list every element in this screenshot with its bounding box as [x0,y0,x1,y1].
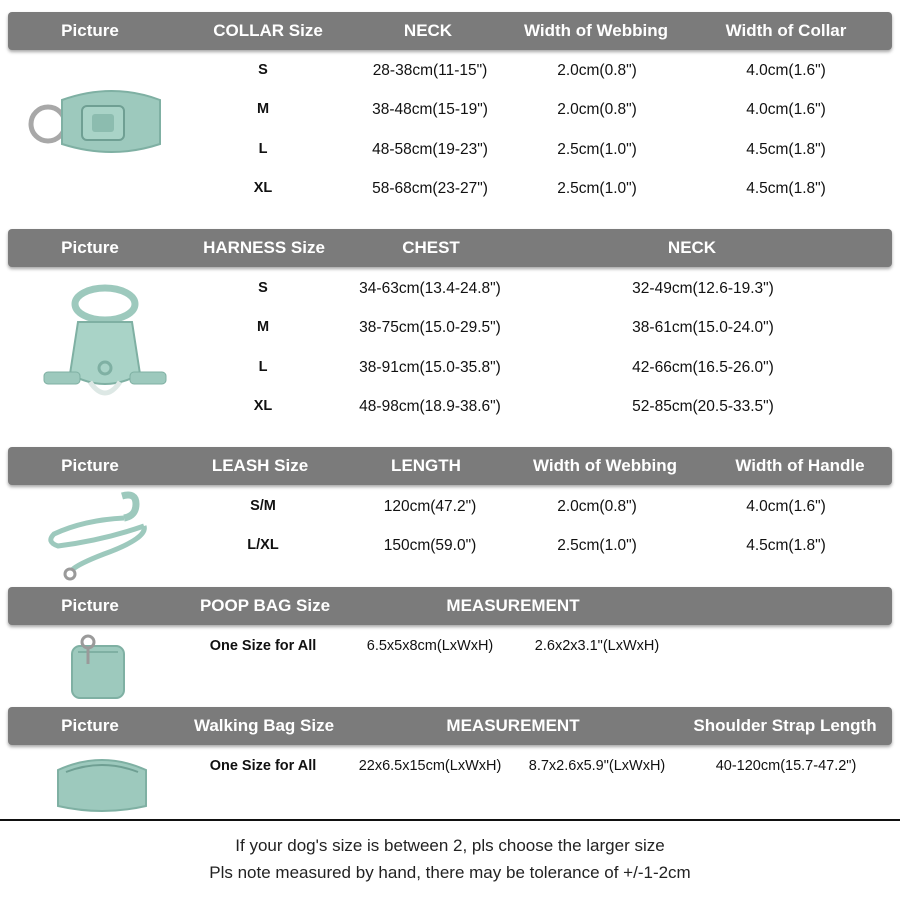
leash-size-sm: S/M [250,498,276,514]
walking-bag-measure-in: 8.7x2.6x5.9"(LxWxH) [528,758,666,774]
header-picture: Picture [61,21,119,40]
collar-width-xl: 4.5cm(1.8") [746,180,826,197]
harness-chest-xl: 48-98cm(18.9-38.6") [359,398,501,415]
collar-size-xl: XL [253,180,273,196]
header-poop-bag-size: POOP BAG Size [199,596,331,615]
poop-bag-measure-in: 2.6x2x3.1"(LxWxH) [534,638,660,654]
collar-webbing-s: 2.0cm(0.8") [557,62,637,79]
collar-size-s: S [258,62,268,78]
header-collar-size: COLLAR Size [213,21,323,40]
poop-bag-picture [64,632,132,702]
collar-width-l: 4.5cm(1.8") [746,141,826,158]
divider [0,819,900,821]
harness-header [8,229,892,267]
header-walking-bag-size: Walking Bag Size [193,716,335,735]
walking-bag-size: One Size for All [209,758,317,774]
header-length: LENGTH [391,456,461,475]
leash-length-lxl: 150cm(59.0") [383,537,477,554]
leash-header [8,447,892,485]
header-picture: Picture [61,596,119,615]
collar-width-m: 4.0cm(1.6") [746,101,826,118]
header-picture: Picture [61,456,119,475]
collar-webbing-m: 2.0cm(0.8") [557,101,637,118]
header-leash-size: LEASH Size [211,456,309,475]
collar-neck-xl: 58-68cm(23-27") [372,180,488,197]
collar-neck-m: 38-48cm(15-19") [372,101,488,118]
harness-size-xl: XL [253,398,273,414]
header-harness-size: HARNESS Size [203,238,325,257]
harness-size-m: M [256,319,270,335]
harness-picture [40,282,170,410]
leash-length-sm: 120cm(47.2") [383,498,477,515]
header-handle-width: Width of Handle [735,456,865,475]
collar-neck-l: 48-58cm(19-23") [372,141,488,158]
header-chest: CHEST [402,238,460,257]
collar-size-m: M [256,101,270,117]
header-picture: Picture [61,238,119,257]
collar-width-s: 4.0cm(1.6") [746,62,826,79]
harness-neck-l: 42-66cm(16.5-26.0") [632,359,774,376]
header-neck: NECK [403,21,453,40]
harness-neck-m: 38-61cm(15.0-24.0") [632,319,774,336]
footer-note-size: If your dog's size is between 2, pls choose the larger size [235,836,665,855]
harness-size-l: L [258,359,268,375]
header-neck: NECK [667,238,717,257]
collar-neck-s: 28-38cm(11-15") [372,62,488,79]
walking-bag-strap-length: 40-120cm(15.7-47.2") [715,758,857,774]
walking-bag-measure-cm: 22x6.5x15cm(LxWxH) [358,758,502,774]
walking-bag-picture [52,752,152,814]
leash-handle-lxl: 4.5cm(1.8") [746,537,826,554]
header-collar-width: Width of Collar [725,21,847,40]
harness-neck-s: 32-49cm(12.6-19.3") [632,280,774,297]
leash-handle-sm: 4.0cm(1.6") [746,498,826,515]
header-strap-length: Shoulder Strap Length [693,716,877,735]
leash-picture [44,490,154,582]
header-webbing-width: Width of Webbing [524,21,668,40]
harness-size-s: S [258,280,268,296]
collar-size-l: L [258,141,268,157]
poop-bag-size: One Size for All [209,638,317,654]
harness-chest-s: 34-63cm(13.4-24.8") [359,280,501,297]
leash-webbing-lxl: 2.5cm(1.0") [557,537,637,554]
header-measurement: MEASUREMENT [446,596,580,615]
collar-webbing-l: 2.5cm(1.0") [557,141,637,158]
leash-size-lxl: L/XL [247,537,279,553]
harness-neck-xl: 52-85cm(20.5-33.5") [632,398,774,415]
harness-chest-m: 38-75cm(15.0-29.5") [359,319,501,336]
collar-picture [22,82,172,162]
collar-webbing-xl: 2.5cm(1.0") [557,180,637,197]
collar-header [8,12,892,50]
poop-bag-measure-cm: 6.5x5x8cm(LxWxH) [366,638,494,654]
footer-note-tolerance: Pls note measured by hand, there may be tolerance of +/-1-2cm [209,863,691,882]
harness-chest-l: 38-91cm(15.0-35.8") [359,359,501,376]
header-measurement: MEASUREMENT [446,716,580,735]
header-picture: Picture [61,716,119,735]
header-webbing-width: Width of Webbing [533,456,677,475]
walking-bag-header [8,707,892,745]
leash-webbing-sm: 2.0cm(0.8") [557,498,637,515]
poop-bag-header [8,587,892,625]
